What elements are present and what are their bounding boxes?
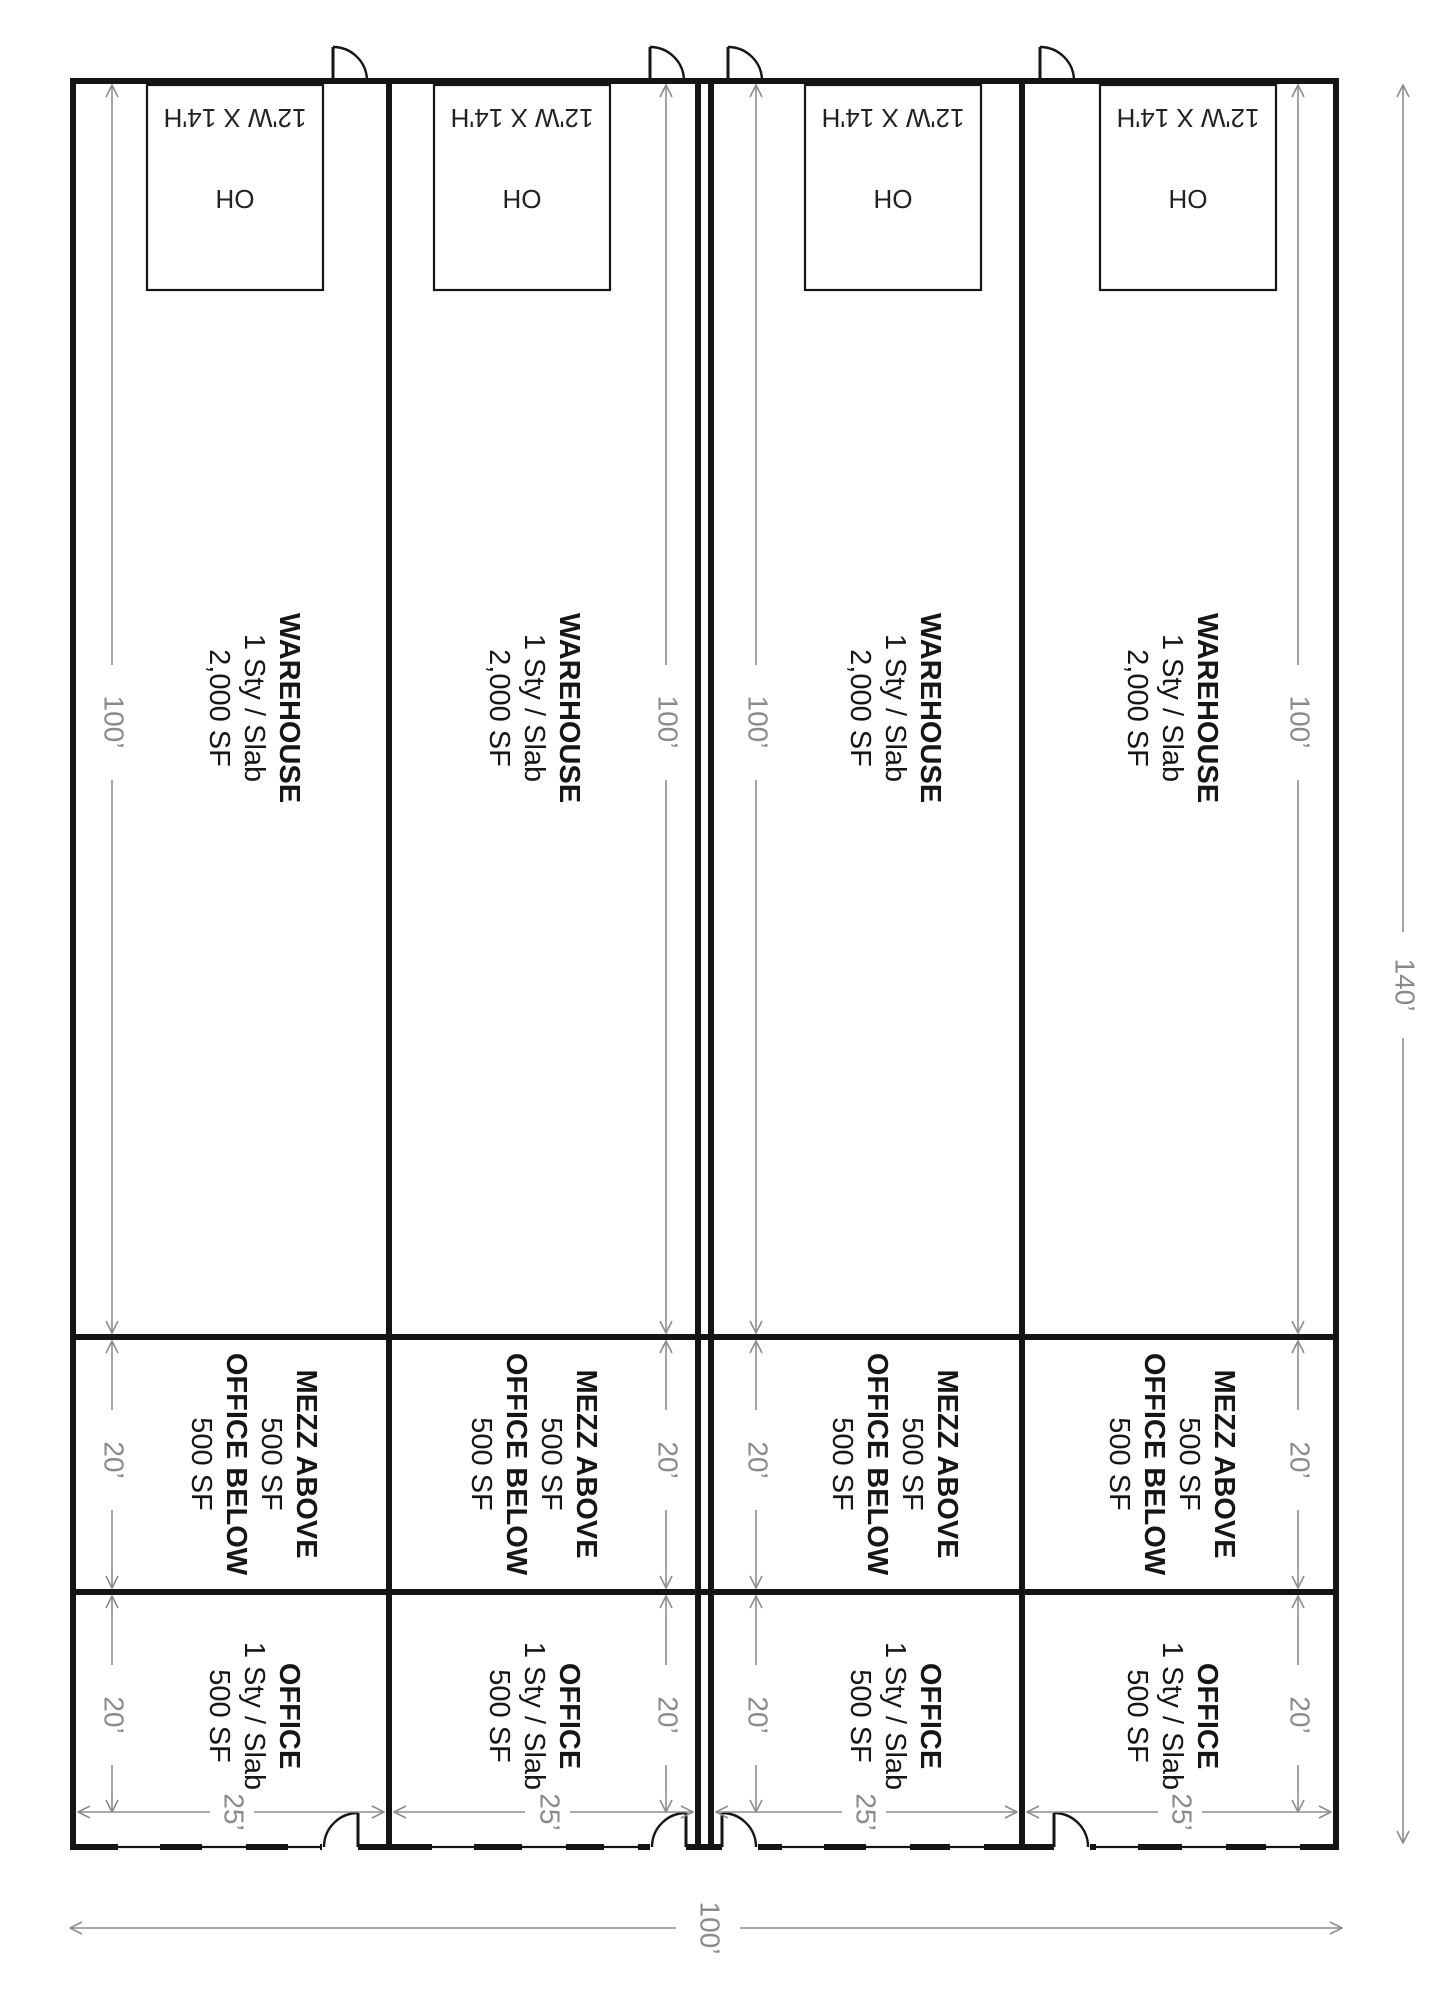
door-swing-icon (728, 47, 762, 81)
dim-label-office: 20’ (742, 1696, 774, 1734)
overhead-door-size: 12'W X 14'H (821, 103, 965, 134)
overhead-door (1100, 85, 1276, 290)
dim-label-mezzanine: 20’ (1284, 1441, 1316, 1479)
office-below-title: OFFICE BELOW (1138, 1352, 1170, 1576)
office-title: OFFICE (273, 1662, 305, 1770)
dim-label-width: 25’ (850, 1793, 882, 1831)
dim-label-office: 20’ (98, 1696, 130, 1734)
overhead-door-label: OH (1168, 184, 1208, 215)
overhead-door-label: OH (502, 184, 542, 215)
warehouse-detail: 1 Sty / Slab (879, 633, 911, 783)
warehouse-area: 2,000 SF (1121, 649, 1153, 767)
office-area: 500 SF (483, 1669, 515, 1763)
warehouse-label (844, 613, 946, 803)
warehouse-label (1121, 613, 1223, 803)
interior-dimensions (112, 85, 1298, 1812)
office-below-area: 500 SF (826, 1417, 858, 1511)
dim-label-mezzanine: 20’ (742, 1441, 774, 1479)
warehouse-detail: 1 Sty / Slab (1156, 633, 1188, 783)
overhead-door-size: 12'W X 14'H (450, 103, 594, 134)
office-detail: 1 Sty / Slab (518, 1641, 550, 1791)
warehouse-title: WAREHOUSE (1191, 612, 1223, 804)
dim-label-warehouse: 100’ (742, 695, 774, 749)
mezz-area: 500 SF (535, 1417, 567, 1511)
office-below-area: 500 SF (1103, 1417, 1135, 1511)
office-label (1121, 1642, 1223, 1790)
dim-label-width: 25’ (534, 1793, 566, 1831)
dim-label-warehouse: 100’ (1284, 695, 1316, 749)
door-swing-icon (722, 1813, 758, 1852)
dimension-labels (99, 696, 1316, 1831)
building-walls (73, 81, 1336, 1847)
exterior-wall (73, 81, 1336, 1847)
dim-label-warehouse: 100’ (652, 695, 684, 749)
office-detail: 1 Sty / Slab (879, 1641, 911, 1791)
mezzanine-label (465, 1353, 602, 1576)
warehouse-title: WAREHOUSE (273, 612, 305, 804)
door-swing-icon (1054, 1813, 1090, 1852)
warehouse-area: 2,000 SF (844, 649, 876, 767)
dim-label-width: 25’ (1166, 1793, 1198, 1831)
mezz-area: 500 SF (1173, 1417, 1205, 1511)
door-swing-icon (1040, 47, 1074, 81)
mezzanine-label (185, 1353, 322, 1576)
warehouse-area: 2,000 SF (483, 649, 515, 767)
dim-label-mezzanine: 20’ (98, 1441, 130, 1479)
overhead-door (805, 85, 981, 290)
mezz-title: MEZZ ABOVE (290, 1369, 322, 1559)
office-below-title: OFFICE BELOW (220, 1352, 252, 1576)
warehouse-label (483, 613, 585, 803)
door-swing-icon (333, 47, 367, 81)
office-title: OFFICE (553, 1662, 585, 1770)
warehouse-detail: 1 Sty / Slab (518, 633, 550, 783)
office-below-title: OFFICE BELOW (500, 1352, 532, 1576)
office-below-area: 500 SF (185, 1417, 217, 1511)
overhead-door-label: OH (873, 184, 913, 215)
dim-label-office: 20’ (652, 1696, 684, 1734)
office-label (844, 1642, 946, 1790)
mezz-title: MEZZ ABOVE (931, 1369, 963, 1559)
dim-label-office: 20’ (1284, 1696, 1316, 1734)
door-swing-icon (322, 1813, 358, 1852)
rear-doors (333, 47, 1074, 81)
office-below-area: 500 SF (465, 1417, 497, 1511)
overall-width-label: 100’ (694, 1901, 726, 1955)
office-label (483, 1642, 585, 1790)
office-detail: 1 Sty / Slab (1156, 1641, 1188, 1791)
mezz-title: MEZZ ABOVE (1208, 1369, 1240, 1559)
office-area: 500 SF (203, 1669, 235, 1763)
dim-label-width: 25’ (218, 1793, 250, 1831)
overhead-door (147, 85, 323, 290)
overhead-door-size: 12'W X 14'H (1116, 103, 1260, 134)
office-area: 500 SF (844, 1669, 876, 1763)
overhead-door-label: OH (215, 184, 255, 215)
warehouse-label (203, 613, 305, 803)
office-title: OFFICE (1191, 1662, 1223, 1770)
mezzanine-label (1103, 1353, 1240, 1576)
mezz-area: 500 SF (255, 1417, 287, 1511)
dim-label-warehouse: 100’ (98, 695, 130, 749)
warehouse-area: 2,000 SF (203, 649, 235, 767)
overhead-door-size: 12'W X 14'H (163, 103, 307, 134)
mezz-title: MEZZ ABOVE (570, 1369, 602, 1559)
warehouse-detail: 1 Sty / Slab (238, 633, 270, 783)
mezzanine-label (826, 1353, 963, 1576)
overall-depth-label: 140’ (1389, 958, 1421, 1012)
office-area: 500 SF (1121, 1669, 1153, 1763)
dim-label-mezzanine: 20’ (652, 1441, 684, 1479)
warehouse-title: WAREHOUSE (553, 612, 585, 804)
door-swing-icon (650, 1813, 686, 1852)
mezz-area: 500 SF (896, 1417, 928, 1511)
office-detail: 1 Sty / Slab (238, 1641, 270, 1791)
office-below-title: OFFICE BELOW (861, 1352, 893, 1576)
warehouse-title: WAREHOUSE (914, 612, 946, 804)
office-title: OFFICE (914, 1662, 946, 1770)
door-swing-icon (650, 47, 684, 81)
office-label (203, 1642, 305, 1790)
overhead-door (434, 85, 610, 290)
